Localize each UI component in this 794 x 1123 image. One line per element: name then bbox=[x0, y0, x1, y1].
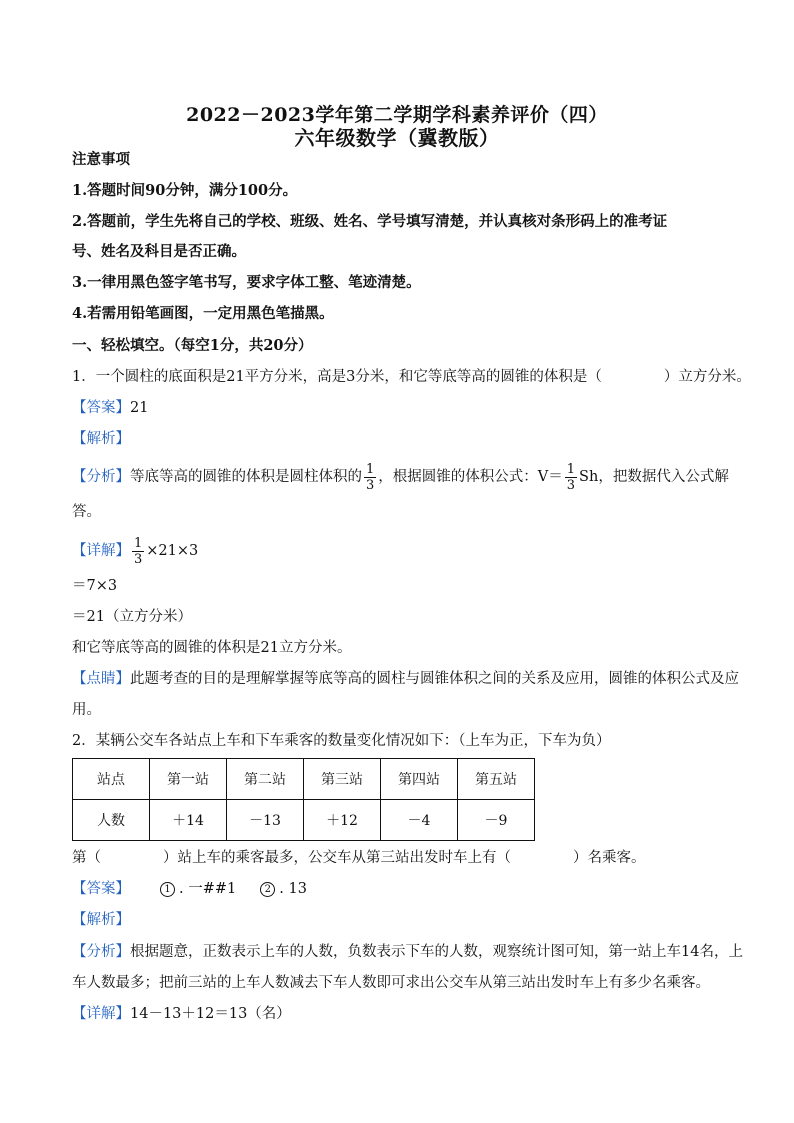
q1-answer-value: 21 bbox=[130, 400, 149, 416]
answer-tag: 【答案】 bbox=[72, 881, 130, 897]
q1-detail-step2: ＝7×3 bbox=[72, 578, 118, 594]
exam-subtitle: 六年级数学（冀教版） bbox=[294, 126, 500, 150]
table-cell: 第四站 bbox=[381, 759, 458, 800]
q1-analysis bbox=[72, 460, 732, 494]
fenxi-tag: 【分析】 bbox=[72, 469, 130, 485]
exam-title: 2022－2023学年第二学期学科素养评价（四） bbox=[186, 104, 608, 126]
answer-tag: 【答案】 bbox=[72, 400, 130, 416]
q1-detail bbox=[72, 534, 732, 568]
frac-numerator: 1 bbox=[566, 461, 576, 477]
table-cell: 第五站 bbox=[458, 759, 535, 800]
circled-number-icon: 2 bbox=[260, 882, 275, 897]
bus-passenger-table bbox=[72, 758, 535, 841]
frac-denominator: 3 bbox=[566, 477, 576, 493]
fenxi-tag: 【分析】 bbox=[72, 944, 130, 960]
q2-analysis-tag: 【解析】 bbox=[72, 912, 130, 928]
fraction-one-third-detail bbox=[132, 536, 144, 567]
table-cell: ＋12 bbox=[304, 800, 381, 841]
table-cell: －4 bbox=[381, 800, 458, 841]
q1-fenxi-text-a: 等底等高的圆锥的体积是圆柱体积的 bbox=[130, 469, 362, 485]
q2-detail bbox=[72, 1004, 732, 1024]
q2-fill-text-c: ）名乘客。 bbox=[573, 850, 646, 866]
table-row bbox=[73, 800, 535, 841]
frac-numerator: 1 bbox=[134, 535, 143, 551]
q2-fill-text-a: 第（ bbox=[72, 850, 101, 866]
q1-stem bbox=[72, 367, 751, 387]
q1-fenxi-text-b: ，根据圆锥的体积公式：V＝ bbox=[378, 469, 563, 485]
table-cell: ＋14 bbox=[150, 800, 227, 841]
q2-detail-text: 14－13＋12＝13（名） bbox=[130, 1006, 291, 1022]
q1-dianjing-text: 此题考查的目的是理解掌握等底等高的圆柱与圆锥体积之间的关系及应用，圆锥的体积公式及应 bbox=[130, 671, 739, 687]
table-cell: 第二站 bbox=[227, 759, 304, 800]
detail-tag: 【详解】 bbox=[72, 1006, 130, 1022]
q1-answer bbox=[72, 398, 732, 418]
frac-denominator: 3 bbox=[134, 551, 143, 567]
q1-stem-text: 1．一个圆柱的底面积是21平方分米，高是3分米，和它等底等高的圆锥的体积是（ bbox=[72, 369, 602, 385]
dianjing-tag: 【点睛】 bbox=[72, 671, 130, 687]
q2-fill-text-b: ）站上车的乘客最多，公交车从第三站出发时车上有（ bbox=[163, 850, 511, 866]
section-heading: 一、轻松填空。（每空1分，共20分） bbox=[72, 337, 313, 354]
q1-analysis-tag: 【解析】 bbox=[72, 431, 130, 447]
q2-answer-2: . 13 bbox=[279, 881, 307, 897]
q2-analysis-cont: 车人数最多；把前三站的上车人数减去下车人数即可求出公交车从第三站出发时车上有多少名乘客。 bbox=[72, 975, 710, 991]
fraction-one-third bbox=[364, 462, 376, 493]
table-header-row bbox=[73, 759, 535, 800]
table-cell: －9 bbox=[458, 800, 535, 841]
note-item-4: 4.若需用铅笔画图，一定用黑色笔描黑。 bbox=[72, 305, 334, 322]
note-item-3: 3.一律用黑色签字笔书写，要求字体工整、笔迹清楚。 bbox=[72, 274, 421, 291]
table-cell: 第三站 bbox=[304, 759, 381, 800]
q2-fill bbox=[72, 848, 732, 868]
q2-fenxi-text: 根据题意，正数表示上车的人数，负数表示下车的人数，观察统计图可知，第一站上车14名，上 bbox=[130, 944, 743, 960]
frac-denominator: 3 bbox=[366, 477, 375, 493]
table-cell: 第一站 bbox=[150, 759, 227, 800]
fraction-one-third-formula bbox=[565, 462, 577, 493]
note-item-2-cont: 号、姓名及科目是否正确。 bbox=[72, 243, 246, 260]
circled-number-icon: 1 bbox=[160, 882, 175, 897]
q1-detail-step3: ＝21（立方分米） bbox=[72, 609, 192, 625]
note-item-2: 2.答题前，学生先将自己的学校、班级、姓名、学号填写清楚，并认真核对条形码上的准考证 bbox=[72, 213, 668, 230]
table-cell: 人数 bbox=[73, 800, 150, 841]
note-item-1: 1.答题时间90分钟，满分100分。 bbox=[72, 182, 298, 199]
q2-answer bbox=[72, 879, 732, 899]
q1-analysis-cont: 答。 bbox=[72, 504, 101, 520]
table-cell: －13 bbox=[227, 800, 304, 841]
q1-fenxi-text-c: Sh，把数据代入公式解 bbox=[579, 469, 729, 485]
notes-heading: 注意事项 bbox=[72, 151, 130, 168]
q1-dianjing-cont: 用。 bbox=[72, 702, 101, 718]
q1-dianjing bbox=[72, 669, 739, 689]
q2-analysis bbox=[72, 942, 743, 962]
frac-numerator: 1 bbox=[366, 461, 375, 477]
table-cell: 站点 bbox=[73, 759, 150, 800]
detail-tag: 【详解】 bbox=[72, 543, 130, 559]
q1-detail-expression: ×21×3 bbox=[146, 543, 199, 559]
q1-stem-unit: ）立方分米。 bbox=[663, 369, 751, 385]
q2-answer-1: . 一##1 bbox=[179, 881, 237, 897]
q2-stem: 2．某辆公交车各站点上车和下车乘客的数量变化情况如下：（上车为正，下车为负） bbox=[72, 733, 611, 749]
q1-conclusion: 和它等底等高的圆锥的体积是21立方分米。 bbox=[72, 640, 352, 656]
